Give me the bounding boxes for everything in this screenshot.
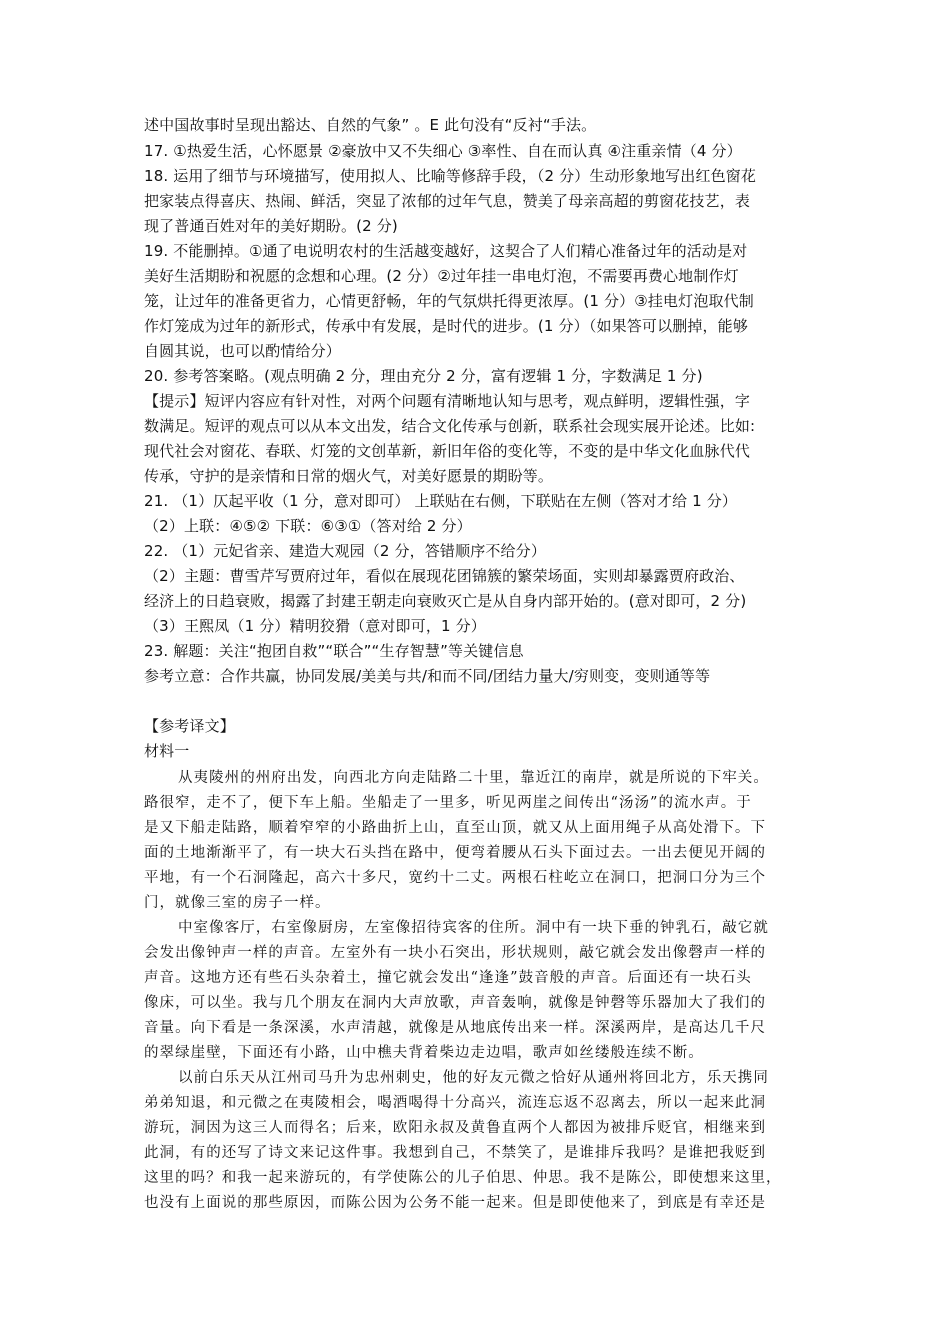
answer-22-part2-line1: （2）主题：曹雪芹写贾府过年，看似在展现花团锦簇的繁荣场面，实则却暴露贾府政治、: [144, 567, 745, 585]
translation-line: 的翠绿崖壁，下面还有小路，山中樵夫背着柴边走边唱，歌声如丝缕般连续不断。: [144, 1045, 704, 1061]
hint-line3: 现代社会对窗花、春联、灯笼的文创革新，新旧年俗的变化等，不变的是中华文化血脉代代: [144, 442, 751, 460]
answer-line: 述中国故事时呈现出豁达、自然的气象” 。E 此句没有“反衬“手法。: [144, 116, 597, 134]
translation-line: 像床，可以坐。我与几个朋友在洞内大声放歌，声音轰响，就像是钟磬等乐器加大了我们的: [144, 995, 766, 1011]
translation-line: 也没有上面说的那些原因，而陈公因为公务不能一起来。但是即使他来了，到底是有幸还是: [144, 1195, 766, 1211]
answer-22-part3: （3）王熙凤（1 分）精明狡猾（意对即可，1 分）: [144, 617, 486, 635]
translation-line: 此洞，有的还写了诗文来记这件事。我想到自己，不禁笑了，是谁排斥我吗？是谁把我贬到: [144, 1145, 766, 1161]
hint-line1: 【提示】短评内容应有针对性，对两个问题有清晰地认知与思考，观点鲜明，逻辑性强，字: [144, 392, 751, 410]
translation-line: 以前白乐天从江州司马升为忠州刺史，他的好友元微之恰好从通州将回北方，乐天携同: [178, 1070, 769, 1086]
answer-21-part2: （2）上联：④⑤② 下联：⑥③①（答对给 2 分）: [144, 517, 472, 535]
translation-line: 声音。这地方还有些石头杂着土，撞它就会发出“逢逢”鼓音般的声音。后面还有一块石头: [144, 970, 752, 986]
translation-line: 路很窄，走不了，便下车上船。坐船走了一里多，听见两崖之间传出“汤汤”的流水声。于: [144, 795, 752, 811]
translation-line: 从夷陵州的州府出发，向西北方向走陆路二十里，靠近江的南岸，就是所说的下牢关。: [178, 770, 769, 786]
hint-line2: 数满足。短评的观点可以从本文出发，结合文化传承与创新，联系社会现实展开论述。比如:: [144, 417, 756, 435]
answer-19-line5: 自圆其说，也可以酌情给分）: [144, 342, 341, 360]
translation-line: 这里的吗？和我一起来游玩的，有学使陈公的儿子伯思、仲思。我不是陈公，即使想来这里，: [144, 1170, 782, 1186]
translation-line: 中室像客厅，右室像厨房，左室像招待宾客的住所。洞中有一块下垂的钟乳石，敲它就: [178, 920, 769, 936]
material-label: 材料一: [144, 742, 190, 760]
hint-line4: 传承，守护的是亲情和日常的烟火气，对美好愿景的期盼等。: [144, 467, 554, 485]
answer-22-part2-line2: 经济上的日趋衰败，揭露了封建王朝走向衰败灭亡是从自身内部开始的。(意对即可，2 分): [144, 592, 747, 610]
translation-line: 游玩，洞因为这三人而得名；后来，欧阳永叔及黄鲁直两个人都因为被排斥贬官，相继来到: [144, 1120, 766, 1136]
answer-23-line1: 23. 解题：关注“抱团自救”“联合”“生存智慧”等关键信息: [144, 642, 524, 660]
translation-line: 是又下船走陆路，顺着窄窄的小路曲折上山，直至山顶，就又从上面用绳子从高处滑下。下: [144, 820, 766, 836]
translation-line: 平地，有一个石洞隆起，高六十多尺，宽约十二丈。两根石柱屹立在洞口，把洞口分为三个: [144, 870, 766, 886]
answer-19-line4: 作灯笼成为过年的新形式，传承中有发展，是时代的进步。(1 分）（如果答可以删掉，能够: [144, 317, 748, 335]
translation-line: 弟弟知退，和元微之在夷陵相会，喝酒喝得十分高兴，流连忘返不忍离去，所以一起来此洞: [144, 1095, 766, 1111]
answer-21-part1: 21. （1）仄起平收（1 分，意对即可） 上联贴在右侧，下联贴在左侧（答对才给 1 分）: [144, 492, 738, 510]
translation-line: 会发出像钟声一样的声音。左室外有一块小石突出，形状规则，敲它就会发出像磬声一样的: [144, 945, 766, 961]
answer-20: 20. 参考答案略。(观点明确 2 分，理由充分 2 分，富有逻辑 1 分，字数满足 1 分): [144, 367, 703, 385]
answer-22-part1: 22. （1）元妃省亲、建造大观园（2 分，答错顺序不给分）: [144, 542, 546, 560]
answer-18-line3: 现了普通百姓对年的美好期盼。(2 分): [144, 217, 398, 235]
translation-line: 门，就像三室的房子一样。: [144, 895, 331, 911]
translation-heading: 【参考译文】: [144, 717, 235, 735]
answer-18-line1: 18. 运用了细节与环境描写，使用拟人、比喻等修辞手段，（2 分）生动形象地写出红色窗花: [144, 167, 757, 185]
answer-18-line2: 把家装点得喜庆、热闹、鲜活，突显了浓郁的过年气息，赞美了母亲高超的剪窗花技艺，表: [144, 192, 751, 210]
translation-line: 音量。向下看是一条深溪，水声清越，就像是从地底传出来一样。深溪两岸，是高达几千尺: [144, 1020, 766, 1036]
answer-19-line2: 美好生活期盼和祝愿的念想和心理。(2 分）②过年挂一串电灯泡，不需要再费心地制作灯: [144, 267, 739, 285]
answer-19-line3: 笼，让过年的准备更省力，心情更舒畅，年的气氛烘托得更浓厚。(1 分）③挂电灯泡取代制: [144, 292, 754, 310]
answer-23-line2: 参考立意：合作共赢，协同发展/美美与共/和而不同/团结力量大/穷则变，变则通等等: [144, 667, 711, 685]
translation-line: 面的土地渐渐平了，有一块大石头挡在路中，便弯着腰从石头下面过去。一出去便见开阔的: [144, 845, 766, 861]
answer-17: 17. ①热爱生活，心怀愿景 ②豪放中又不失细心 ③率性、自在而认真 ④注重亲情（4 分）: [144, 142, 742, 160]
answer-19-line1: 19. 不能删掉。①通了电说明农村的生活越变越好，这契合了人们精心准备过年的活动是对: [144, 242, 748, 260]
